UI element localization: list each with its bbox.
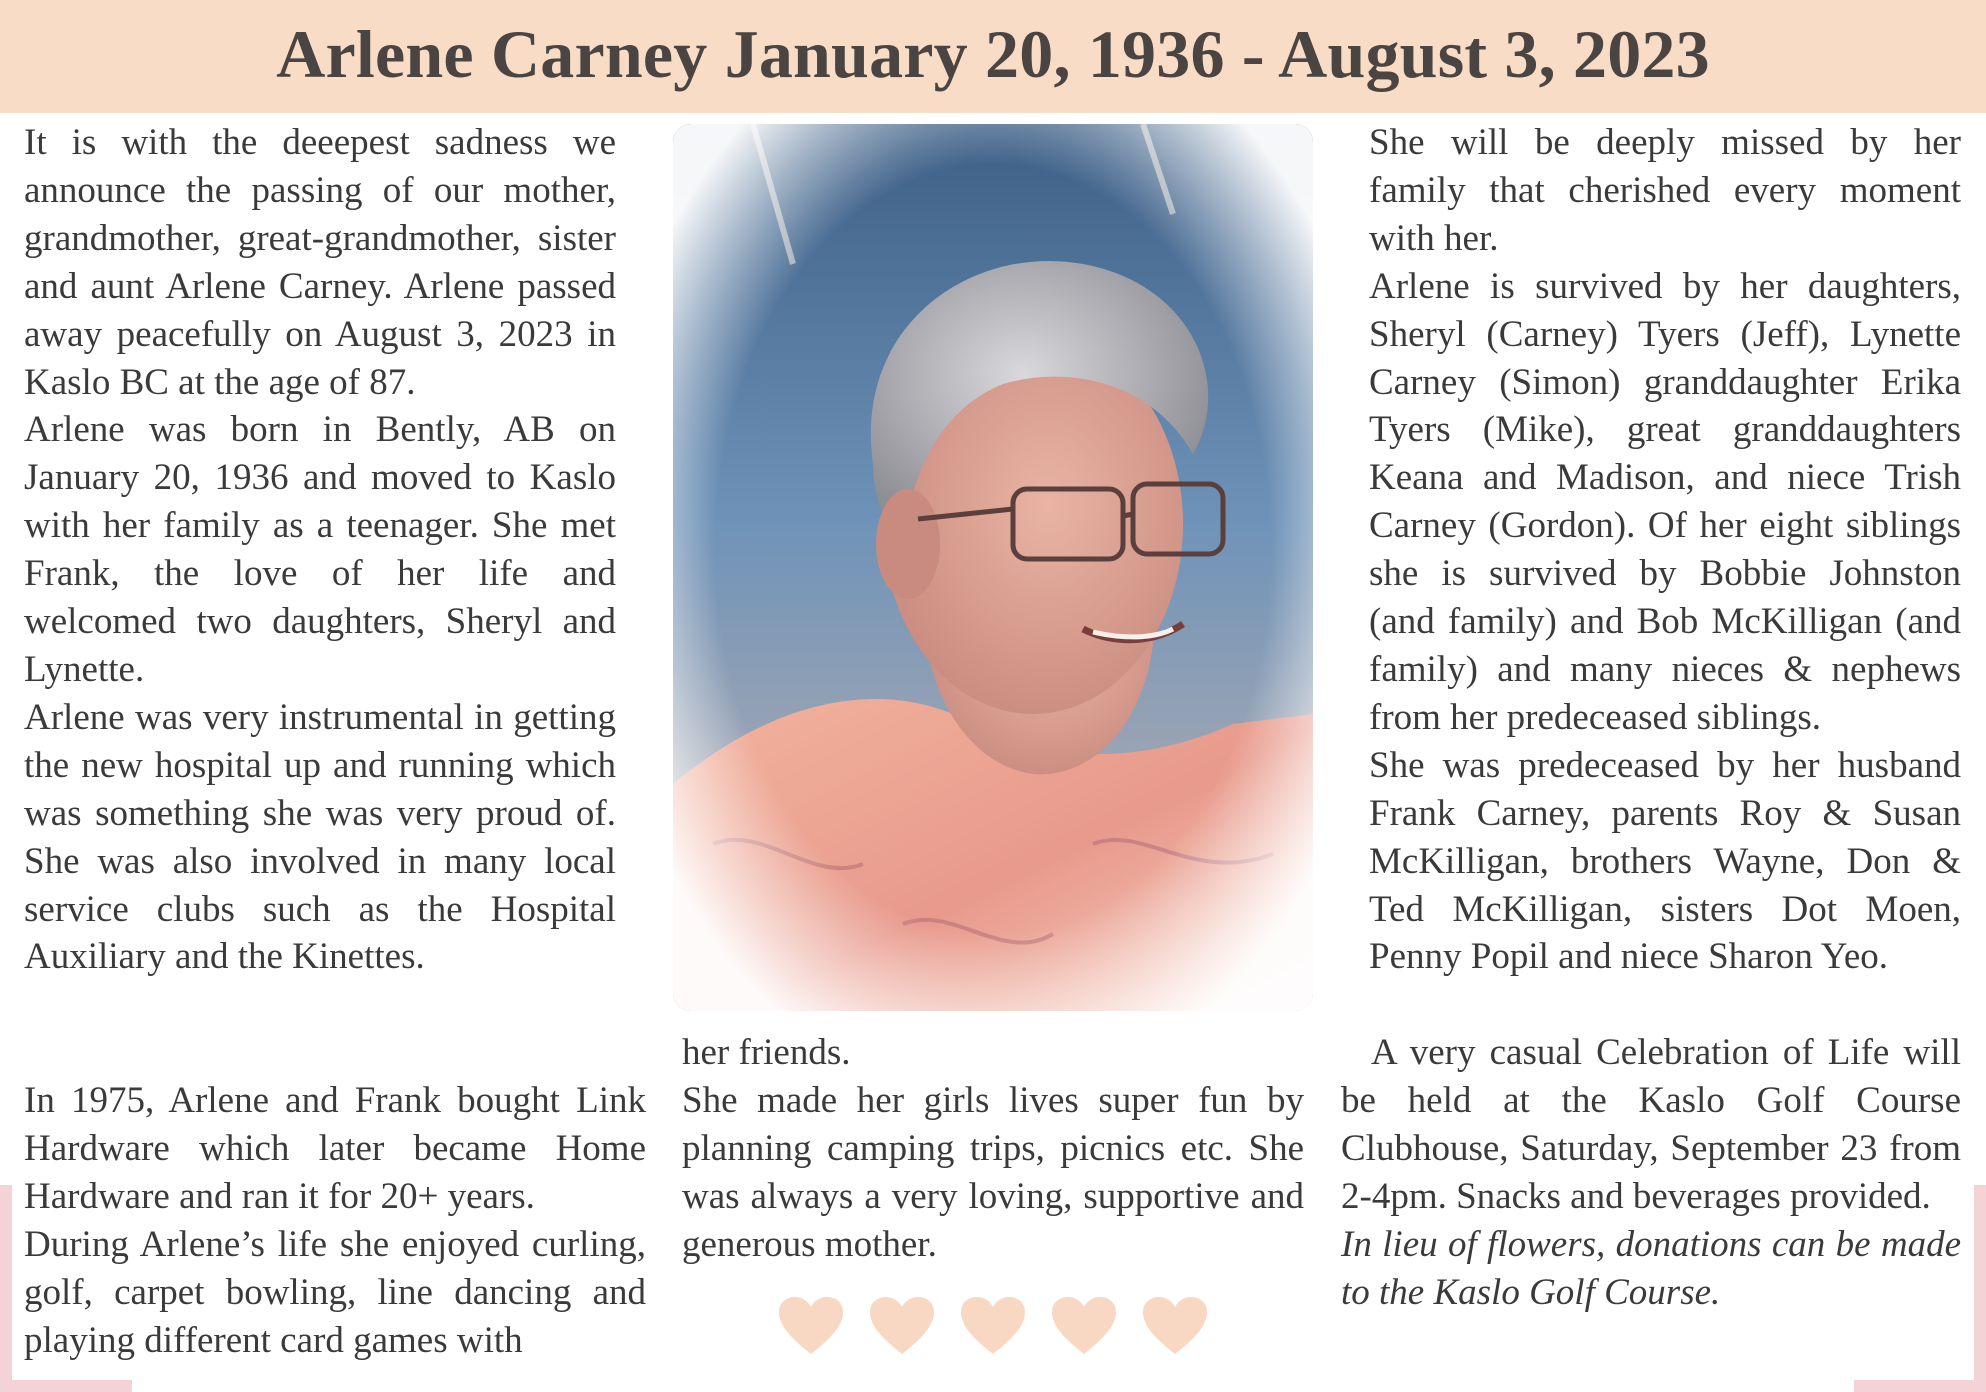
paragraph-hospital: Arlene was very instrumental in getting the new hospital up and running which was something she was very proud of. She was also involved in many local service clubs such as the Hospital Auxiliary and the Kinettes. <box>24 696 616 978</box>
hearts-decoration <box>778 1296 1208 1366</box>
paragraph-survived-by: Arlene is survived by her daughters, Sheryl (Carney) Tyers (Jeff), Lynette Carney (Simon) granddaughter Erika Tyers (Mike), great granddaughters Keana and Madison, and niece Trish Carney (Gordon). Of her eight siblings she is survived by Bobbie Johnston (and family) and Bob McKilligan (and family) and many nieces & nephews from her predeceased siblings. <box>1369 265 1961 738</box>
paragraph-hardware: In 1975, Arlene and Frank bought Link Hardware which later became Home Hardware and ran it for 20+ years. <box>24 1080 646 1217</box>
right-column-lower <box>1341 1029 1961 1316</box>
heart-icon <box>778 1296 844 1356</box>
page-title: Arlene Carney January 20, 1936 - August 3, 2023 <box>276 16 1710 92</box>
portrait-photo <box>673 124 1313 1011</box>
paragraph-donations: In lieu of flowers, donations can be made to the Kaslo Golf Course. <box>1341 1223 1961 1313</box>
heart-icon <box>1142 1296 1208 1356</box>
bottom-right-accent <box>1854 1380 1986 1392</box>
paragraph-celebration: A very casual Celebration of Life will be held at the Kaslo Golf Course Clubhouse, Saturday, September 23 from 2-4pm. Snacks and beverages provided. <box>1341 1032 1961 1217</box>
heart-icon <box>869 1296 935 1356</box>
middle-column <box>682 1029 1304 1269</box>
left-column-lower <box>24 1077 646 1364</box>
heart-icon <box>960 1296 1026 1356</box>
paragraph-early-life: Arlene was born in Bently, AB on January 20, 1936 and moved to Kaslo with her family as a teenager. She met Frank, the love of her life and welcomed two daughters, Sheryl and Lynette. <box>24 409 616 690</box>
paragraph-hobbies: During Arlene’s life she enjoyed curling, golf, carpet bowling, line dancing and playing different card games with <box>24 1223 646 1361</box>
paragraph-announcement: It is with the deeepest sadness we announce the passing of our mother, grandmother, great-grandmother, sister and aunt Arlene Carney. Arlene passed away peacefully on August 3, 2023 in Kaslo BC at the age of 87. <box>24 122 616 403</box>
heart-icon <box>1051 1296 1117 1356</box>
paragraph-friends: her friends. <box>682 1032 851 1073</box>
paragraph-predeceased: She was predeceased by her husband Frank Carney, parents Roy & Susan McKilligan, brothers Wayne, Don & Ted McKilligan, sisters Dot Moen, Penny Popil and niece Sharon Yeo. <box>1369 744 1961 978</box>
right-column <box>1369 119 1961 981</box>
paragraph-mother: She made her girls lives super fun by planning camping trips, picnics etc. She was always a very loving, supportive and generous mother. <box>682 1079 1304 1265</box>
right-edge-accent <box>1974 1185 1986 1392</box>
left-column <box>24 119 616 981</box>
left-edge-accent <box>0 1185 12 1392</box>
paragraph-missed: She will be deeply missed by her family that cherished every moment with her. <box>1369 122 1961 259</box>
bottom-left-accent <box>0 1380 132 1392</box>
